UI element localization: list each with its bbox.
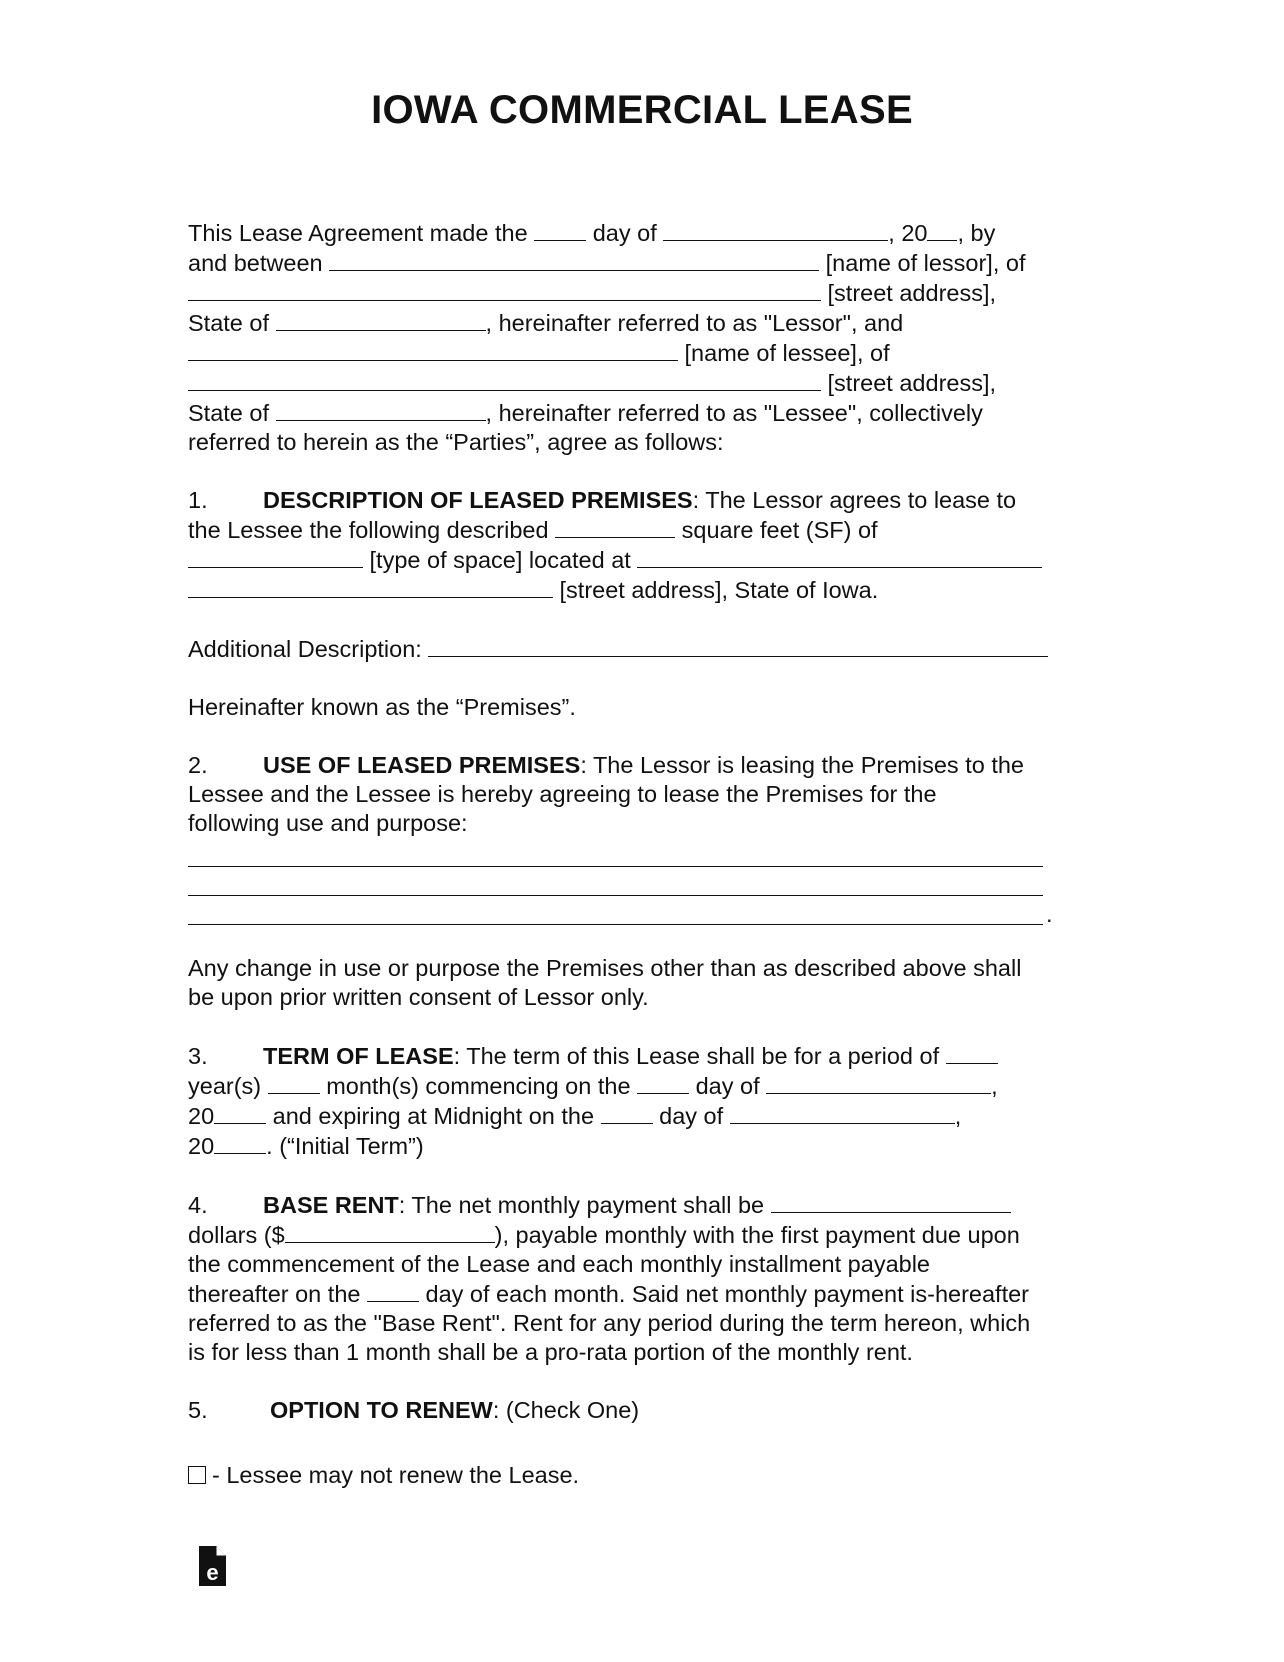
renew-option-1-checkbox[interactable] [188,1466,206,1484]
year-blank[interactable] [927,218,957,241]
section-text: the Lessee the following described [188,517,549,543]
change-of-use-line-1: Any change in use or purpose the Premises other than as described above shall [188,955,1022,981]
start-day-blank[interactable] [637,1071,689,1094]
section-text: [type of space] located at [369,547,631,573]
section-text: month(s) commencing on the [326,1073,631,1099]
preamble-text: , by [957,220,996,246]
section-text: : The net monthly payment shall be [398,1192,765,1218]
section-number: 1. [188,487,208,513]
rent-words-blank[interactable] [771,1190,1011,1213]
rent-amount-blank[interactable] [285,1220,495,1243]
section-text: day of [659,1103,724,1129]
premises-address-blank[interactable] [637,545,1042,568]
document-title: IOWA COMMERCIAL LEASE [371,88,913,132]
section-heading: BASE RENT [263,1192,399,1218]
section-3-line-2 [188,1071,1098,1101]
preamble-text: State of [188,400,269,426]
section-4-line-2 [188,1220,1098,1250]
type-of-space-blank[interactable] [188,545,363,568]
premises-address-blank-2[interactable] [188,575,553,598]
section-1-line-3 [188,545,1098,575]
start-year-blank[interactable] [214,1101,266,1124]
term-months-blank[interactable] [268,1071,320,1094]
section-3-line-4 [188,1131,1098,1161]
end-year-blank[interactable] [214,1131,266,1154]
lessor-address-blank[interactable] [188,278,821,301]
lessee-name-blank[interactable] [188,338,678,361]
preamble-line-3 [188,278,1098,308]
section-heading: USE OF LEASED PREMISES [263,752,581,778]
section-number: 2. [188,752,208,778]
use-purpose-period: . [1046,901,1053,927]
lessor-state-blank[interactable] [276,308,486,331]
section-text: 20 [188,1133,215,1159]
preamble-line-2 [188,248,1098,278]
section-text: , [991,1073,998,1099]
section-5-line-1 [188,1396,1098,1425]
section-2-line-1 [188,751,1098,780]
lessee-address-blank[interactable] [188,368,821,391]
change-of-use-line-2: be upon prior written consent of Lessor only. [188,984,649,1010]
svg-text:e: e [206,1560,219,1585]
preamble-text: [street address], [827,280,997,306]
use-purpose-blank-1[interactable] [188,838,1043,867]
section-heading: DESCRIPTION OF LEASED PREMISES [263,487,693,513]
preamble-line-5 [188,338,1098,368]
preamble-text: State of [188,310,269,336]
section-number: 4. [188,1192,208,1218]
preamble-text: [name of lessee], of [684,340,890,366]
section-2-line-2: Lessee and the Lessee is hereby agreeing to lease the Premises for the [188,781,937,807]
section-text: square feet (SF) of [681,517,878,543]
section-4-line-6: is for less than 1 month shall be a pro-rata portion of the monthly rent. [188,1339,913,1365]
section-text: day of each month. Said net monthly payment is-hereafter [425,1281,1030,1307]
square-feet-blank[interactable] [555,515,675,538]
etemplates-e-logo-icon [196,1546,226,1586]
section-1-line-1 [188,486,1098,515]
preamble-text: , hereinafter referred to as "Lessee", collectively [485,400,983,426]
use-purpose-blank-3[interactable] [188,896,1043,925]
section-text: day of [695,1073,760,1099]
section-text: year(s) [188,1073,262,1099]
section-text: : The term of this Lease shall be for a period of [453,1043,940,1069]
section-text: and expiring at Midnight on the [272,1103,595,1129]
section-text: : The Lessor agrees to lease to [692,487,1017,513]
lessee-state-blank[interactable] [276,398,486,421]
section-2-line-3: following use and purpose: [188,810,468,836]
renew-option-1-label: - Lessee may not renew the Lease. [212,1462,580,1488]
rent-due-day-blank[interactable] [367,1279,419,1302]
preamble-text: and between [188,250,323,276]
use-purpose-lines [188,838,1053,927]
preamble-text: [name of lessor], of [825,250,1026,276]
section-text: . (“Initial Term”) [266,1133,424,1159]
renew-option-1 [188,1461,1098,1490]
preamble-text: day of [592,220,657,246]
month-blank[interactable] [663,218,888,241]
document-body [188,218,1098,1490]
section-text: , [954,1103,962,1129]
section-text: ), payable monthly with the first payment due upon [494,1222,1020,1248]
section-text: 20 [188,1103,215,1129]
section-text: thereafter on the [188,1281,361,1307]
preamble-text: , 20 [888,220,928,246]
section-number: 5. [188,1397,208,1423]
section-4-line-3: the commencement of the Lease and each monthly installment payable [188,1251,930,1277]
section-text: dollars ($ [188,1222,285,1248]
section-number: 3. [188,1043,208,1069]
additional-description-line [188,634,1098,664]
section-heading: OPTION TO RENEW [270,1397,493,1423]
section-3-line-1 [188,1041,1098,1071]
lessor-name-blank[interactable] [329,248,819,271]
preamble-line-6 [188,368,1098,398]
additional-description-blank[interactable] [428,634,1048,657]
preamble-line-7 [188,398,1098,428]
term-years-blank[interactable] [946,1041,998,1064]
preamble-line-8: referred to herein as the “Parties”, agree as follows: [188,429,724,455]
use-purpose-blank-2[interactable] [188,867,1043,896]
section-4-line-4 [188,1279,1098,1309]
section-1-line-4 [188,575,1098,605]
section-1-line-2 [188,515,1098,545]
section-text: : (Check One) [492,1397,640,1423]
additional-description-label: Additional Description: [188,636,422,662]
section-heading: TERM OF LEASE [263,1043,454,1069]
section-text: [street address], State of Iowa. [559,577,879,603]
start-month-blank[interactable] [766,1071,991,1094]
preamble-line-1 [188,218,1098,248]
end-month-blank[interactable] [730,1101,955,1124]
preamble-line-4 [188,308,1098,338]
day-blank[interactable] [534,218,586,241]
premises-definition: Hereinafter known as the “Premises”. [188,694,576,720]
section-3-line-3 [188,1101,1098,1131]
preamble-text: This Lease Agreement made the [188,220,528,246]
preamble-text: , hereinafter referred to as "Lessor", and [485,310,904,336]
end-day-blank[interactable] [601,1101,653,1124]
preamble-text: [street address], [827,370,997,396]
section-text: : The Lessor is leasing the Premises to the [580,752,1024,778]
section-4-line-1 [188,1190,1098,1220]
section-4-line-5: referred to as the "Base Rent". Rent for any period during the term hereon, which [188,1310,1031,1336]
